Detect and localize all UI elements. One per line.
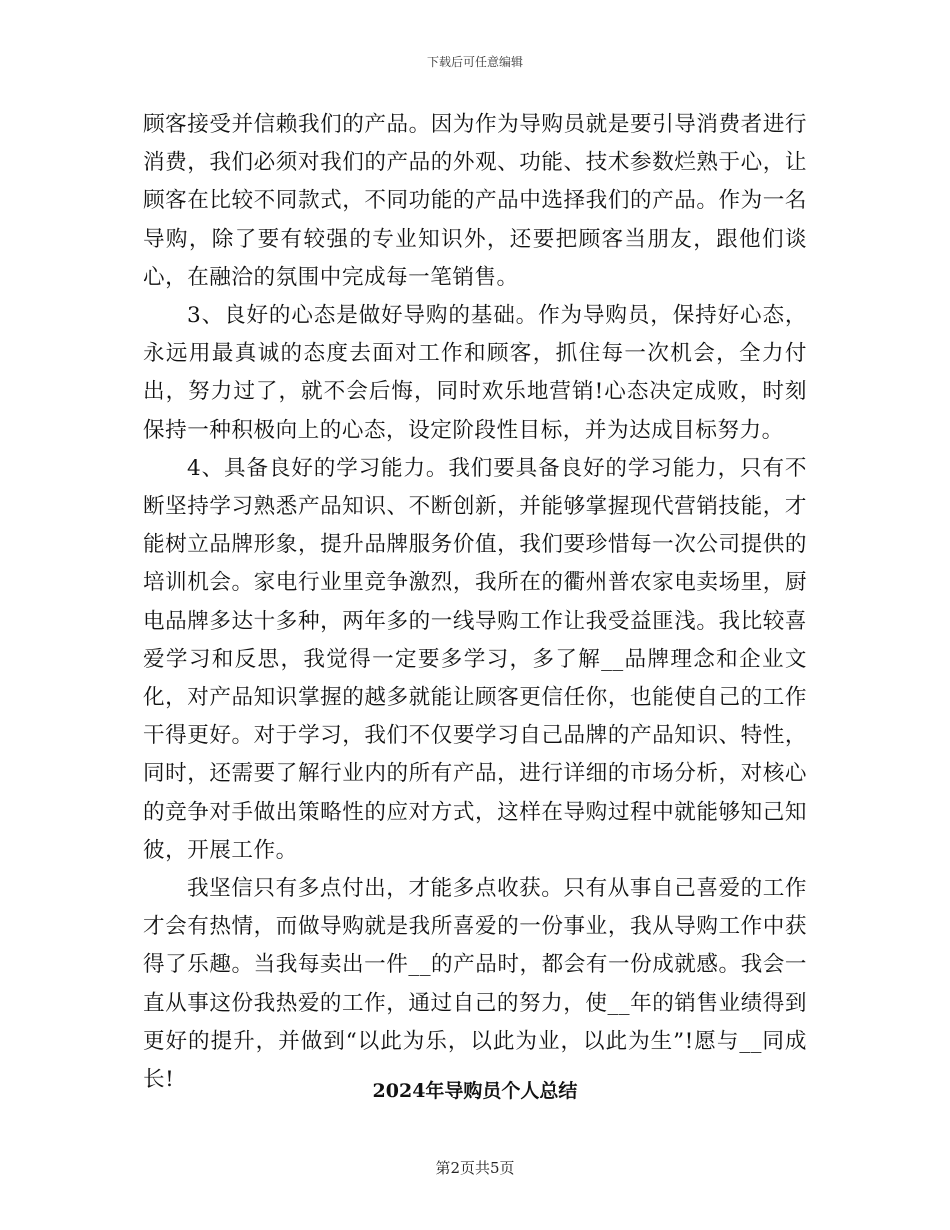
section-title: 2024年导购员个人总结 bbox=[372, 1080, 578, 1102]
page-header-note: 下载后可任意编辑 bbox=[426, 55, 523, 69]
paragraph-learning: 4、具备良好的学习能力。我们要具备良好的学习能力，只有不断坚持学习熟悉产品知识、不断创新，并能够掌握现代营销技能，才能树立品牌形象，提升品牌服务价值，我们要珍惜每一次公司提供的培训机会。家电行业里竞争激烈，我所在的衢州普农家电卖场里，厨电品牌多达十多种，两年多的一线导购工作让我受益匪浅。我比较喜爱学习和反思，我觉得一定要多学习，多了解__品牌理念和企业文化，对产品知识掌握的越多就能让顾客更信任你，也能使自己的工作干得更好。对于学习，我们不仅要学习自己品牌的产品知识、特性，同时，还需要了解行业内的所有产品，进行详细的市场分析，对核心的竞争对手做出策略性的应对方式，这样在导购过程中就能够知己知彼，开展工作。 bbox=[143, 455, 807, 863]
paragraph-continuation: 顾客接受并信赖我们的产品。因为作为导购员就是要引导消费者进行消费，我们必须对我们的产品的外观、功能、技术参数烂熟于心，让顾客在比较不同款式，不同功能的产品中选择我们的产品。作为一名导购，除了要有较强的专业知识外，还要把顾客当朋友，跟他们谈心，在融洽的氛围中完成每一笔销售。 bbox=[143, 112, 807, 290]
page-number: 第2页共5页 bbox=[435, 1159, 515, 1177]
paragraph-mindset: 3、良好的心态是做好导购的基础。作为导购员，保持好心态，永远用最真诚的态度去面对工作和顾客，抓住每一次机会，全力付出，努力过了，就不会后悔，同时欢乐地营销!心态决定成败，时刻保持一种积极向上的心态，设定阶段性目标，并为达成目标努力。 bbox=[143, 303, 807, 443]
document-body bbox=[143, 106, 807, 1099]
paragraph-conclusion: 我坚信只有多点付出，才能多点收获。只有从事自己喜爱的工作才会有热情，而做导购就是我所喜爱的一份事业，我从导购工作中获得了乐趣。当我每卖出一件__的产品时，都会有一份成就感。我会一直从事这份我热爱的工作，通过自己的努力，使__年的销售业绩得到更好的提升，并做到“以此为乐，以此为业，以此为生”!愿与__同成长! bbox=[143, 876, 807, 1093]
